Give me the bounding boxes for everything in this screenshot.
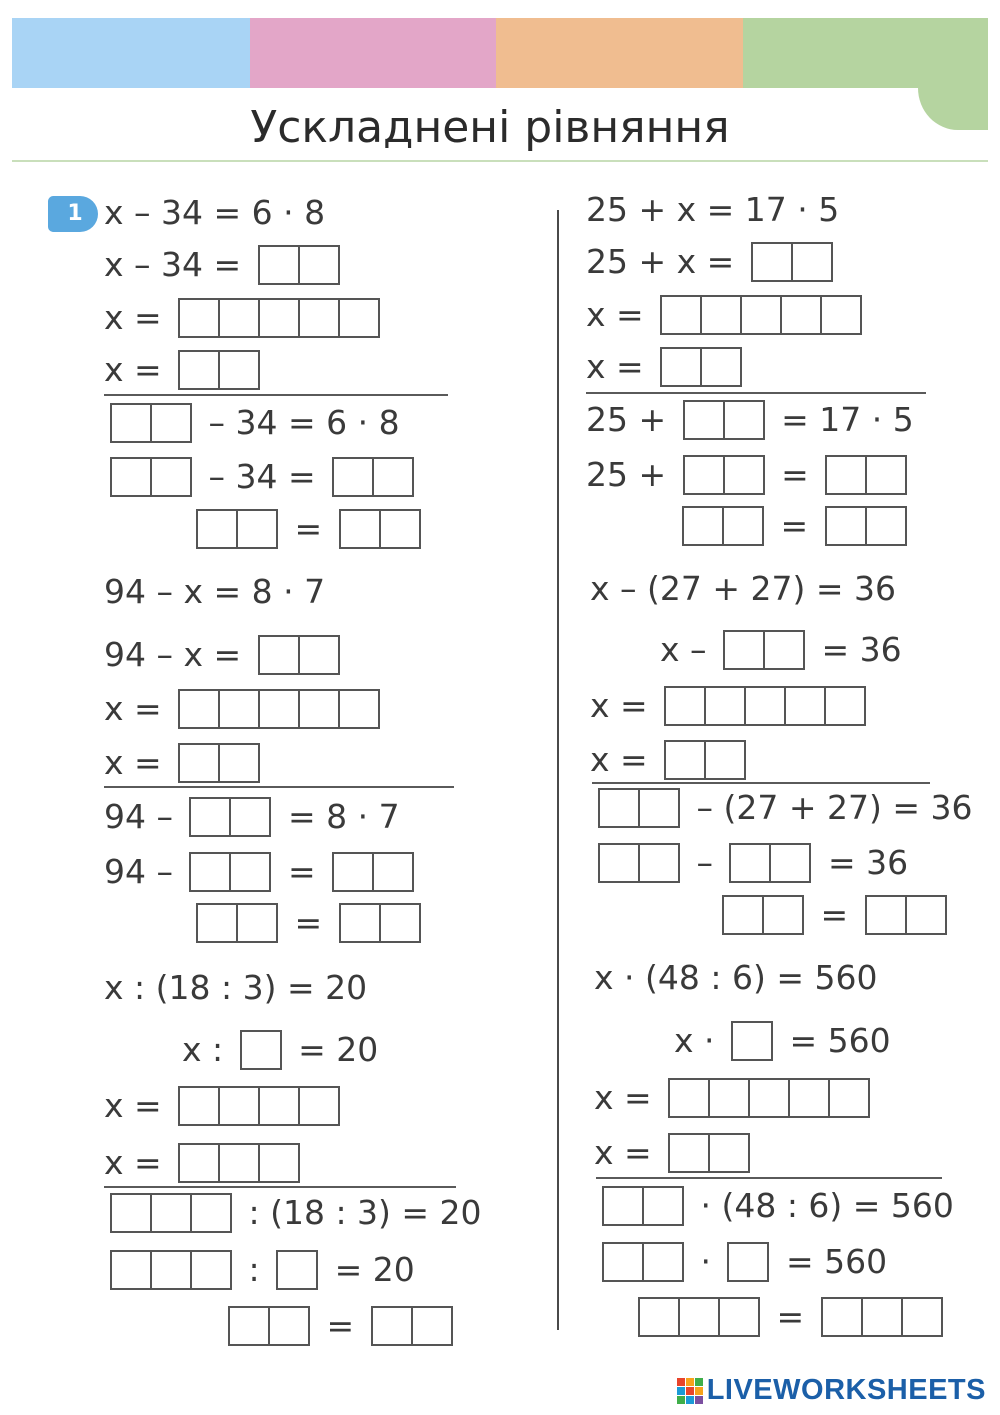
equation-step	[104, 298, 386, 338]
digit-input-cell[interactable]	[865, 457, 905, 493]
digit-input-cell[interactable]	[723, 402, 763, 438]
digit-input-cell[interactable]	[112, 405, 150, 441]
equation-text: x –	[660, 630, 718, 669]
digit-input-cell[interactable]	[666, 742, 704, 778]
digit-input-cell[interactable]	[150, 405, 190, 441]
equation-step	[594, 1133, 756, 1173]
answer-input-boxes[interactable]	[664, 686, 866, 726]
digit-input-cell[interactable]	[744, 688, 784, 724]
equation-step	[104, 193, 325, 233]
digit-input-cell[interactable]	[236, 905, 276, 941]
answer-input-boxes[interactable]	[682, 506, 764, 546]
equation-step	[104, 245, 346, 285]
logo-mark-cell	[686, 1396, 694, 1404]
answer-input-boxes[interactable]	[825, 506, 907, 546]
answer-input-boxes[interactable]	[683, 400, 765, 440]
check-step	[104, 1250, 415, 1290]
answer-input-boxes[interactable]	[660, 295, 862, 335]
digit-input-cell[interactable]	[260, 637, 298, 673]
answer-input-boxes[interactable]	[189, 797, 271, 837]
check-step	[716, 895, 953, 935]
equation-step	[104, 968, 367, 1008]
digit-input-cell[interactable]	[753, 244, 791, 280]
digit-input-cell[interactable]	[218, 352, 258, 388]
answer-input-boxes[interactable]	[332, 852, 414, 892]
digit-input-cell[interactable]	[733, 1023, 771, 1059]
equation-text: x =	[590, 686, 659, 725]
digit-input-cell[interactable]	[708, 1135, 748, 1171]
digit-input-cell[interactable]	[298, 691, 338, 727]
digit-input-cell[interactable]	[600, 845, 638, 881]
answer-input-boxes[interactable]	[178, 298, 380, 338]
digit-input-cell[interactable]	[725, 632, 763, 668]
equation-step	[586, 190, 839, 230]
equation-text: x :	[182, 1030, 234, 1069]
logo-mark-cell	[686, 1387, 694, 1395]
equation-text: x =	[586, 347, 655, 386]
digit-input-cell[interactable]	[112, 459, 150, 495]
equation-step	[104, 689, 386, 729]
equation-text: – 34 = 6 · 8	[198, 403, 400, 442]
answer-input-boxes[interactable]	[258, 245, 340, 285]
equation-text: =	[766, 1297, 815, 1336]
answer-input-boxes[interactable]	[332, 457, 414, 497]
digit-input-cell[interactable]	[604, 1188, 642, 1224]
digit-input-cell[interactable]	[372, 854, 412, 890]
check-separator-line	[104, 394, 448, 396]
digit-input-cell[interactable]	[278, 1252, 316, 1288]
column-divider	[557, 210, 559, 1330]
answer-input-boxes[interactable]	[196, 509, 278, 549]
digit-input-cell[interactable]	[190, 1195, 230, 1231]
check-step	[676, 506, 913, 546]
logo-text: LIVEWORKSHEETS	[706, 1374, 986, 1406]
answer-input-boxes[interactable]	[723, 630, 805, 670]
check-step	[104, 797, 400, 837]
answer-input-boxes[interactable]	[729, 843, 811, 883]
digit-input-cell[interactable]	[180, 691, 218, 727]
logo-mark-cell	[695, 1378, 703, 1386]
equation-text: 94 – x = 8 · 7	[104, 572, 326, 611]
equation-step	[104, 743, 266, 783]
answer-input-boxes[interactable]	[865, 895, 947, 935]
equation-text: = 36	[811, 630, 902, 669]
answer-input-boxes[interactable]	[664, 740, 746, 780]
digit-input-cell[interactable]	[684, 508, 722, 544]
answer-input-boxes[interactable]	[189, 852, 271, 892]
equation-text: =	[284, 903, 333, 942]
equation-text: x – 34 = 6 · 8	[104, 193, 326, 232]
digit-input-cell[interactable]	[670, 1080, 708, 1116]
equation-step	[674, 1021, 891, 1061]
equation-text: = 36	[817, 843, 909, 882]
answer-input-boxes[interactable]	[339, 903, 421, 943]
answer-input-boxes[interactable]	[598, 788, 680, 828]
digit-input-cell[interactable]	[298, 300, 338, 336]
logo-mark-cell	[686, 1378, 694, 1386]
digit-input-cell[interactable]	[372, 459, 412, 495]
answer-input-boxes[interactable]	[339, 509, 421, 549]
answer-input-boxes[interactable]	[668, 1133, 750, 1173]
equation-text: 25 +	[586, 400, 677, 439]
digit-input-cell[interactable]	[341, 905, 379, 941]
check-step	[222, 1306, 459, 1346]
digit-input-cell[interactable]	[763, 632, 803, 668]
check-step	[592, 788, 972, 828]
equation-text: x =	[594, 1133, 663, 1172]
digit-input-cell[interactable]	[338, 691, 378, 727]
answer-input-boxes[interactable]	[178, 1143, 300, 1183]
check-step	[586, 455, 913, 495]
digit-input-cell[interactable]	[258, 691, 298, 727]
equation-text: –	[686, 843, 724, 882]
equation-text: x =	[586, 295, 655, 334]
digit-input-cell[interactable]	[198, 905, 236, 941]
digit-input-cell[interactable]	[334, 459, 372, 495]
answer-input-boxes[interactable]	[683, 455, 765, 495]
page-title: Ускладнені рівняння	[250, 102, 730, 153]
equation-step	[182, 1030, 378, 1070]
logo-mark-cell	[677, 1396, 685, 1404]
digit-input-cell[interactable]	[788, 1080, 828, 1116]
equation-text: 25 +	[586, 455, 677, 494]
digit-input-cell[interactable]	[180, 300, 218, 336]
equation-text: 94 – x =	[104, 635, 252, 674]
digit-input-cell[interactable]	[258, 1088, 298, 1124]
digit-input-cell[interactable]	[180, 745, 218, 781]
digit-input-cell[interactable]	[191, 799, 229, 835]
answer-input-boxes[interactable]	[258, 635, 340, 675]
digit-input-cell[interactable]	[824, 688, 864, 724]
digit-input-cell[interactable]	[218, 300, 258, 336]
digit-input-cell[interactable]	[268, 1308, 308, 1344]
equation-step	[594, 958, 877, 998]
answer-input-boxes[interactable]	[751, 242, 833, 282]
equation-text: 25 + x = 17 · 5	[586, 190, 840, 229]
answer-input-boxes[interactable]	[598, 843, 680, 883]
digit-input-cell[interactable]	[861, 1299, 901, 1335]
equation-text: · (48 : 6) = 560	[690, 1186, 954, 1225]
header-band-blue	[12, 18, 250, 88]
answer-input-boxes[interactable]	[668, 1078, 870, 1118]
equation-text: x · (48 : 6) = 560	[594, 958, 878, 997]
digit-input-cell[interactable]	[242, 1032, 280, 1068]
equation-text: =	[810, 895, 859, 934]
logo-mark-cell	[677, 1387, 685, 1395]
digit-input-cell[interactable]	[373, 1308, 411, 1344]
digit-input-cell[interactable]	[258, 300, 298, 336]
digit-input-cell[interactable]	[298, 637, 338, 673]
answer-input-boxes[interactable]	[110, 403, 192, 443]
equation-text: x =	[594, 1078, 663, 1117]
equation-step	[594, 1078, 876, 1118]
exercise-number-badge: 1	[48, 196, 98, 232]
digit-input-cell[interactable]	[112, 1252, 150, 1288]
digit-input-cell[interactable]	[820, 297, 860, 333]
check-step	[104, 1193, 482, 1233]
equation-text: = 20	[287, 1030, 379, 1069]
digit-input-cell[interactable]	[150, 1252, 190, 1288]
check-step	[104, 852, 420, 892]
digit-input-cell[interactable]	[642, 1188, 682, 1224]
digit-input-cell[interactable]	[341, 511, 379, 547]
answer-input-boxes[interactable]	[178, 350, 260, 390]
digit-input-cell[interactable]	[230, 1308, 268, 1344]
equation-step	[590, 740, 752, 780]
equation-text: = 8 · 7	[277, 797, 400, 836]
digit-input-cell[interactable]	[865, 508, 905, 544]
digit-input-cell[interactable]	[379, 511, 419, 547]
digit-input-cell[interactable]	[604, 1244, 642, 1280]
check-step	[592, 843, 908, 883]
answer-input-boxes[interactable]	[178, 1086, 340, 1126]
answer-input-boxes[interactable]	[602, 1186, 684, 1226]
equation-text: – (27 + 27) = 36	[686, 788, 973, 827]
digit-input-cell[interactable]	[218, 1145, 258, 1181]
digit-input-cell[interactable]	[229, 799, 269, 835]
check-step	[596, 1186, 954, 1226]
answer-input-boxes[interactable]	[196, 903, 278, 943]
digit-input-cell[interactable]	[784, 688, 824, 724]
digit-input-cell[interactable]	[112, 1195, 150, 1231]
liveworksheets-logo	[677, 1374, 986, 1407]
equation-text: x =	[104, 1143, 173, 1182]
equation-text: x : (18 : 3) = 20	[104, 968, 368, 1007]
digit-input-cell[interactable]	[150, 1195, 190, 1231]
equation-step	[104, 350, 266, 390]
answer-input-boxes[interactable]	[110, 1250, 232, 1290]
equation-text: x =	[104, 350, 173, 389]
digit-input-cell[interactable]	[298, 247, 338, 283]
equation-text: x =	[104, 1086, 173, 1125]
digit-input-cell[interactable]	[379, 905, 419, 941]
digit-input-cell[interactable]	[638, 790, 678, 826]
header-band-orange	[496, 18, 743, 88]
answer-input-boxes[interactable]	[178, 689, 380, 729]
answer-input-boxes[interactable]	[110, 1193, 232, 1233]
answer-input-boxes[interactable]	[727, 1242, 769, 1282]
digit-input-cell[interactable]	[218, 1088, 258, 1124]
digit-input-cell[interactable]	[722, 508, 762, 544]
equation-text: x =	[104, 298, 173, 337]
digit-input-cell[interactable]	[640, 1299, 678, 1335]
digit-input-cell[interactable]	[704, 688, 744, 724]
equation-text: : (18 : 3) = 20	[238, 1193, 482, 1232]
equation-text: =	[770, 506, 819, 545]
equation-step	[104, 572, 325, 612]
equation-text: x =	[104, 743, 173, 782]
digit-input-cell[interactable]	[762, 897, 802, 933]
digit-input-cell[interactable]	[685, 402, 723, 438]
equation-text: x – 34 =	[104, 245, 252, 284]
digit-input-cell[interactable]	[678, 1299, 718, 1335]
digit-input-cell[interactable]	[700, 349, 740, 385]
digit-input-cell[interactable]	[748, 1080, 788, 1116]
equation-text: ·	[690, 1242, 722, 1281]
digit-input-cell[interactable]	[685, 457, 723, 493]
title-rule	[12, 160, 988, 162]
check-separator-line	[104, 786, 454, 788]
digit-input-cell[interactable]	[218, 691, 258, 727]
digit-input-cell[interactable]	[180, 352, 218, 388]
digit-input-cell[interactable]	[191, 854, 229, 890]
digit-input-cell[interactable]	[662, 349, 700, 385]
equation-text: =	[316, 1306, 365, 1345]
digit-input-cell[interactable]	[338, 300, 378, 336]
check-separator-line	[104, 1186, 456, 1188]
check-step	[190, 903, 427, 943]
equation-step	[586, 295, 868, 335]
answer-input-boxes[interactable]	[602, 1242, 684, 1282]
equation-text: = 17 · 5	[770, 400, 914, 439]
digit-input-cell[interactable]	[600, 790, 638, 826]
answer-input-boxes[interactable]	[660, 347, 742, 387]
check-separator-line	[596, 1177, 942, 1179]
equation-text: = 560	[779, 1021, 891, 1060]
equation-text: =	[277, 852, 327, 891]
check-step	[596, 1242, 887, 1282]
digit-input-cell[interactable]	[218, 745, 258, 781]
logo-icon	[677, 1378, 703, 1404]
logo-mark-cell	[695, 1396, 703, 1404]
digit-input-cell[interactable]	[190, 1252, 230, 1288]
digit-input-cell[interactable]	[718, 1299, 758, 1335]
answer-input-boxes[interactable]	[276, 1250, 318, 1290]
check-separator-line	[592, 782, 930, 784]
check-step	[190, 509, 427, 549]
digit-input-cell[interactable]	[827, 457, 865, 493]
digit-input-cell[interactable]	[236, 511, 276, 547]
equation-text: x =	[104, 689, 173, 728]
digit-input-cell[interactable]	[780, 297, 820, 333]
answer-input-boxes[interactable]	[821, 1297, 943, 1337]
check-step	[104, 457, 420, 497]
equation-text: 94 –	[104, 852, 184, 891]
answer-input-boxes[interactable]	[825, 455, 907, 495]
digit-input-cell[interactable]	[791, 244, 831, 280]
equation-step	[104, 1143, 306, 1183]
digit-input-cell[interactable]	[708, 1080, 748, 1116]
digit-input-cell[interactable]	[769, 845, 809, 881]
answer-input-boxes[interactable]	[371, 1306, 453, 1346]
digit-input-cell[interactable]	[670, 1135, 708, 1171]
digit-input-cell[interactable]	[827, 508, 865, 544]
equation-text: x ·	[674, 1021, 725, 1060]
digit-input-cell[interactable]	[334, 854, 372, 890]
answer-input-boxes[interactable]	[110, 457, 192, 497]
answer-input-boxes[interactable]	[722, 895, 804, 935]
digit-input-cell[interactable]	[260, 247, 298, 283]
check-step	[632, 1297, 949, 1337]
digit-input-cell[interactable]	[828, 1080, 868, 1116]
digit-input-cell[interactable]	[411, 1308, 451, 1344]
digit-input-cell[interactable]	[901, 1299, 941, 1335]
answer-input-boxes[interactable]	[731, 1021, 773, 1061]
digit-input-cell[interactable]	[729, 1244, 767, 1280]
digit-input-cell[interactable]	[150, 459, 190, 495]
equation-text: = 560	[775, 1242, 888, 1281]
digit-input-cell[interactable]	[198, 511, 236, 547]
equation-text: x =	[590, 740, 659, 779]
digit-input-cell[interactable]	[700, 297, 740, 333]
digit-input-cell[interactable]	[740, 297, 780, 333]
digit-input-cell[interactable]	[662, 297, 700, 333]
check-step	[586, 400, 914, 440]
equation-text: :	[238, 1250, 271, 1289]
digit-input-cell[interactable]	[180, 1088, 218, 1124]
equation-step	[104, 635, 346, 675]
digit-input-cell[interactable]	[823, 1299, 861, 1335]
digit-input-cell[interactable]	[638, 845, 678, 881]
digit-input-cell[interactable]	[298, 1088, 338, 1124]
digit-input-cell[interactable]	[724, 897, 762, 933]
answer-input-boxes[interactable]	[240, 1030, 282, 1070]
check-step	[104, 403, 400, 443]
check-separator-line	[586, 392, 926, 394]
equation-step	[660, 630, 902, 670]
digit-input-cell[interactable]	[704, 742, 744, 778]
answer-input-boxes[interactable]	[178, 743, 260, 783]
equation-text: = 20	[324, 1250, 415, 1289]
equation-text: 25 + x =	[586, 242, 745, 281]
equation-step	[586, 242, 839, 282]
header-band-pink	[250, 18, 496, 88]
digit-input-cell[interactable]	[905, 897, 945, 933]
digit-input-cell[interactable]	[666, 688, 704, 724]
digit-input-cell[interactable]	[229, 854, 269, 890]
digit-input-cell[interactable]	[723, 457, 763, 493]
equation-step	[586, 347, 748, 387]
equation-step	[590, 686, 872, 726]
header-band-green	[743, 18, 988, 88]
equation-text: x – (27 + 27) = 36	[590, 569, 896, 608]
logo-mark-cell	[677, 1378, 685, 1386]
digit-input-cell[interactable]	[180, 1145, 218, 1181]
digit-input-cell[interactable]	[258, 1145, 298, 1181]
digit-input-cell[interactable]	[867, 897, 905, 933]
logo-mark-cell	[695, 1387, 703, 1395]
equation-step	[104, 1086, 346, 1126]
equation-text: – 34 =	[198, 457, 327, 496]
equation-text: =	[770, 455, 820, 494]
equation-step	[590, 569, 896, 609]
answer-input-boxes[interactable]	[228, 1306, 310, 1346]
answer-input-boxes[interactable]	[638, 1297, 760, 1337]
digit-input-cell[interactable]	[731, 845, 769, 881]
equation-text: =	[284, 509, 333, 548]
digit-input-cell[interactable]	[642, 1244, 682, 1280]
equation-text: 94 –	[104, 797, 184, 836]
